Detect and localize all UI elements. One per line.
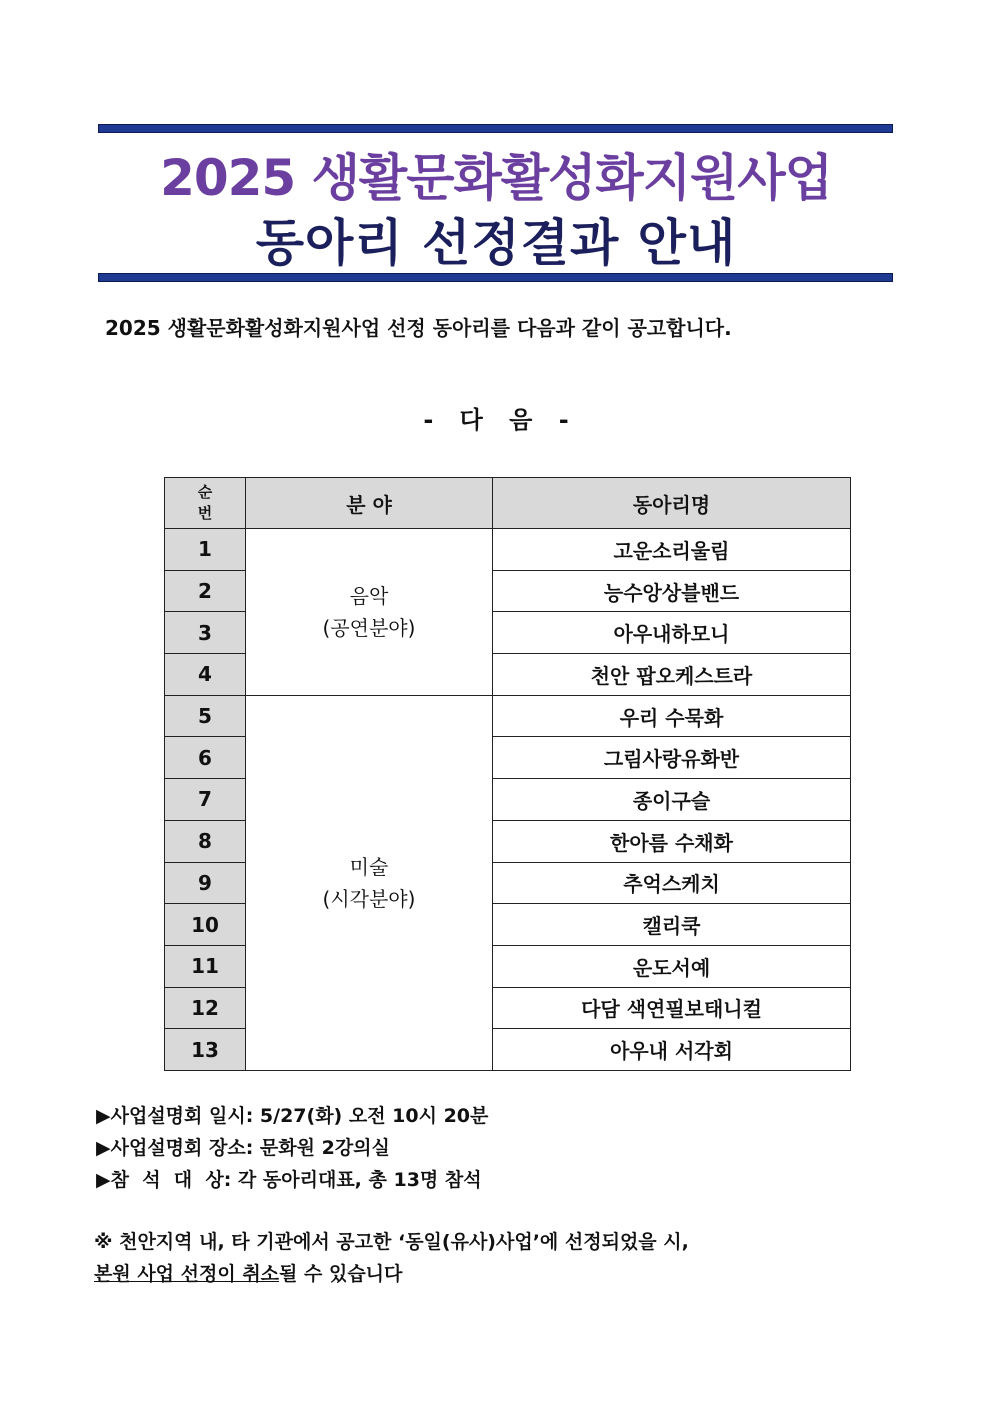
table-row [165,529,851,571]
daeum-heading: - 다 음 - [423,406,569,434]
club-name: 캘리쿡 [493,904,851,946]
row-no: 1 [165,529,246,571]
field-group-art [246,695,493,1070]
note-briefing-place: ▶사업설명회 장소: 문화원 2강의실 [96,1137,390,1159]
note-briefing-date: ▶사업설명회 일시: 5/27(화) 오전 10시 20분 [96,1105,489,1127]
header-no [165,478,246,529]
club-name: 종이구슬 [493,779,851,821]
remark-rest-text: 될 수 있습니다 [279,1263,403,1285]
club-name: 능수앙상블밴드 [493,570,851,612]
row-no: 9 [165,862,246,904]
intro-text: 2025 생활문화활성화지원사업 선정 동아리를 다음과 같이 공고합니다. [105,316,732,340]
club-name: 우리 수묵화 [493,695,851,737]
field-group-label: 미술 [349,854,389,879]
briefing-notes [96,1100,488,1196]
row-no: 8 [165,820,246,862]
remark-underlined-text: 본원 사업 선정이 취소 [94,1263,280,1285]
club-name: 아우내하모니 [493,612,851,654]
row-no: 6 [165,737,246,779]
note-attendees: ▶참 석 대 상: 각 동아리대표, 총 13명 참석 [96,1169,482,1191]
header-club: 동아리명 [493,478,851,529]
table-row [165,695,851,737]
top-rule [98,124,893,133]
remark-line1: ※ 천안지역 내, 타 기관에서 공고한 ‘동일(유사)사업’에 선정되었을 시, [94,1231,689,1253]
remark-line2 [94,1258,689,1290]
row-no: 12 [165,987,246,1029]
club-name: 추억스케치 [493,862,851,904]
field-group-sublabel: (공연분야) [322,615,416,640]
club-name: 운도서예 [493,945,851,987]
club-name: 고운소리울림 [493,529,851,571]
header-field: 분 야 [246,478,493,529]
club-name: 그림사랑유화반 [493,737,851,779]
row-no: 11 [165,945,246,987]
club-name: 천안 팝오케스트라 [493,654,851,696]
bottom-rule [98,273,893,282]
table-header-row [165,478,851,529]
row-no: 2 [165,570,246,612]
row-no: 10 [165,904,246,946]
club-name: 한아름 수채화 [493,820,851,862]
row-no: 5 [165,695,246,737]
row-no: 4 [165,654,246,696]
row-no: 7 [165,779,246,821]
row-no: 3 [165,612,246,654]
header-no-line2: 번 [197,504,213,522]
remark-note [94,1226,689,1290]
field-group-sublabel: (시각분야) [322,886,416,911]
header-no-line1: 순 [197,483,213,501]
row-no: 13 [165,1029,246,1071]
page-title-line2: 동아리 선정결과 안내 [255,214,737,272]
club-name: 아우내 서각회 [493,1029,851,1071]
club-table [164,477,851,1071]
field-group-music [246,529,493,696]
club-name: 다담 색연필보태니컬 [493,987,851,1029]
page-title-line1: 2025 생활문화활성화지원사업 [160,149,832,207]
field-group-label: 음악 [349,583,389,608]
